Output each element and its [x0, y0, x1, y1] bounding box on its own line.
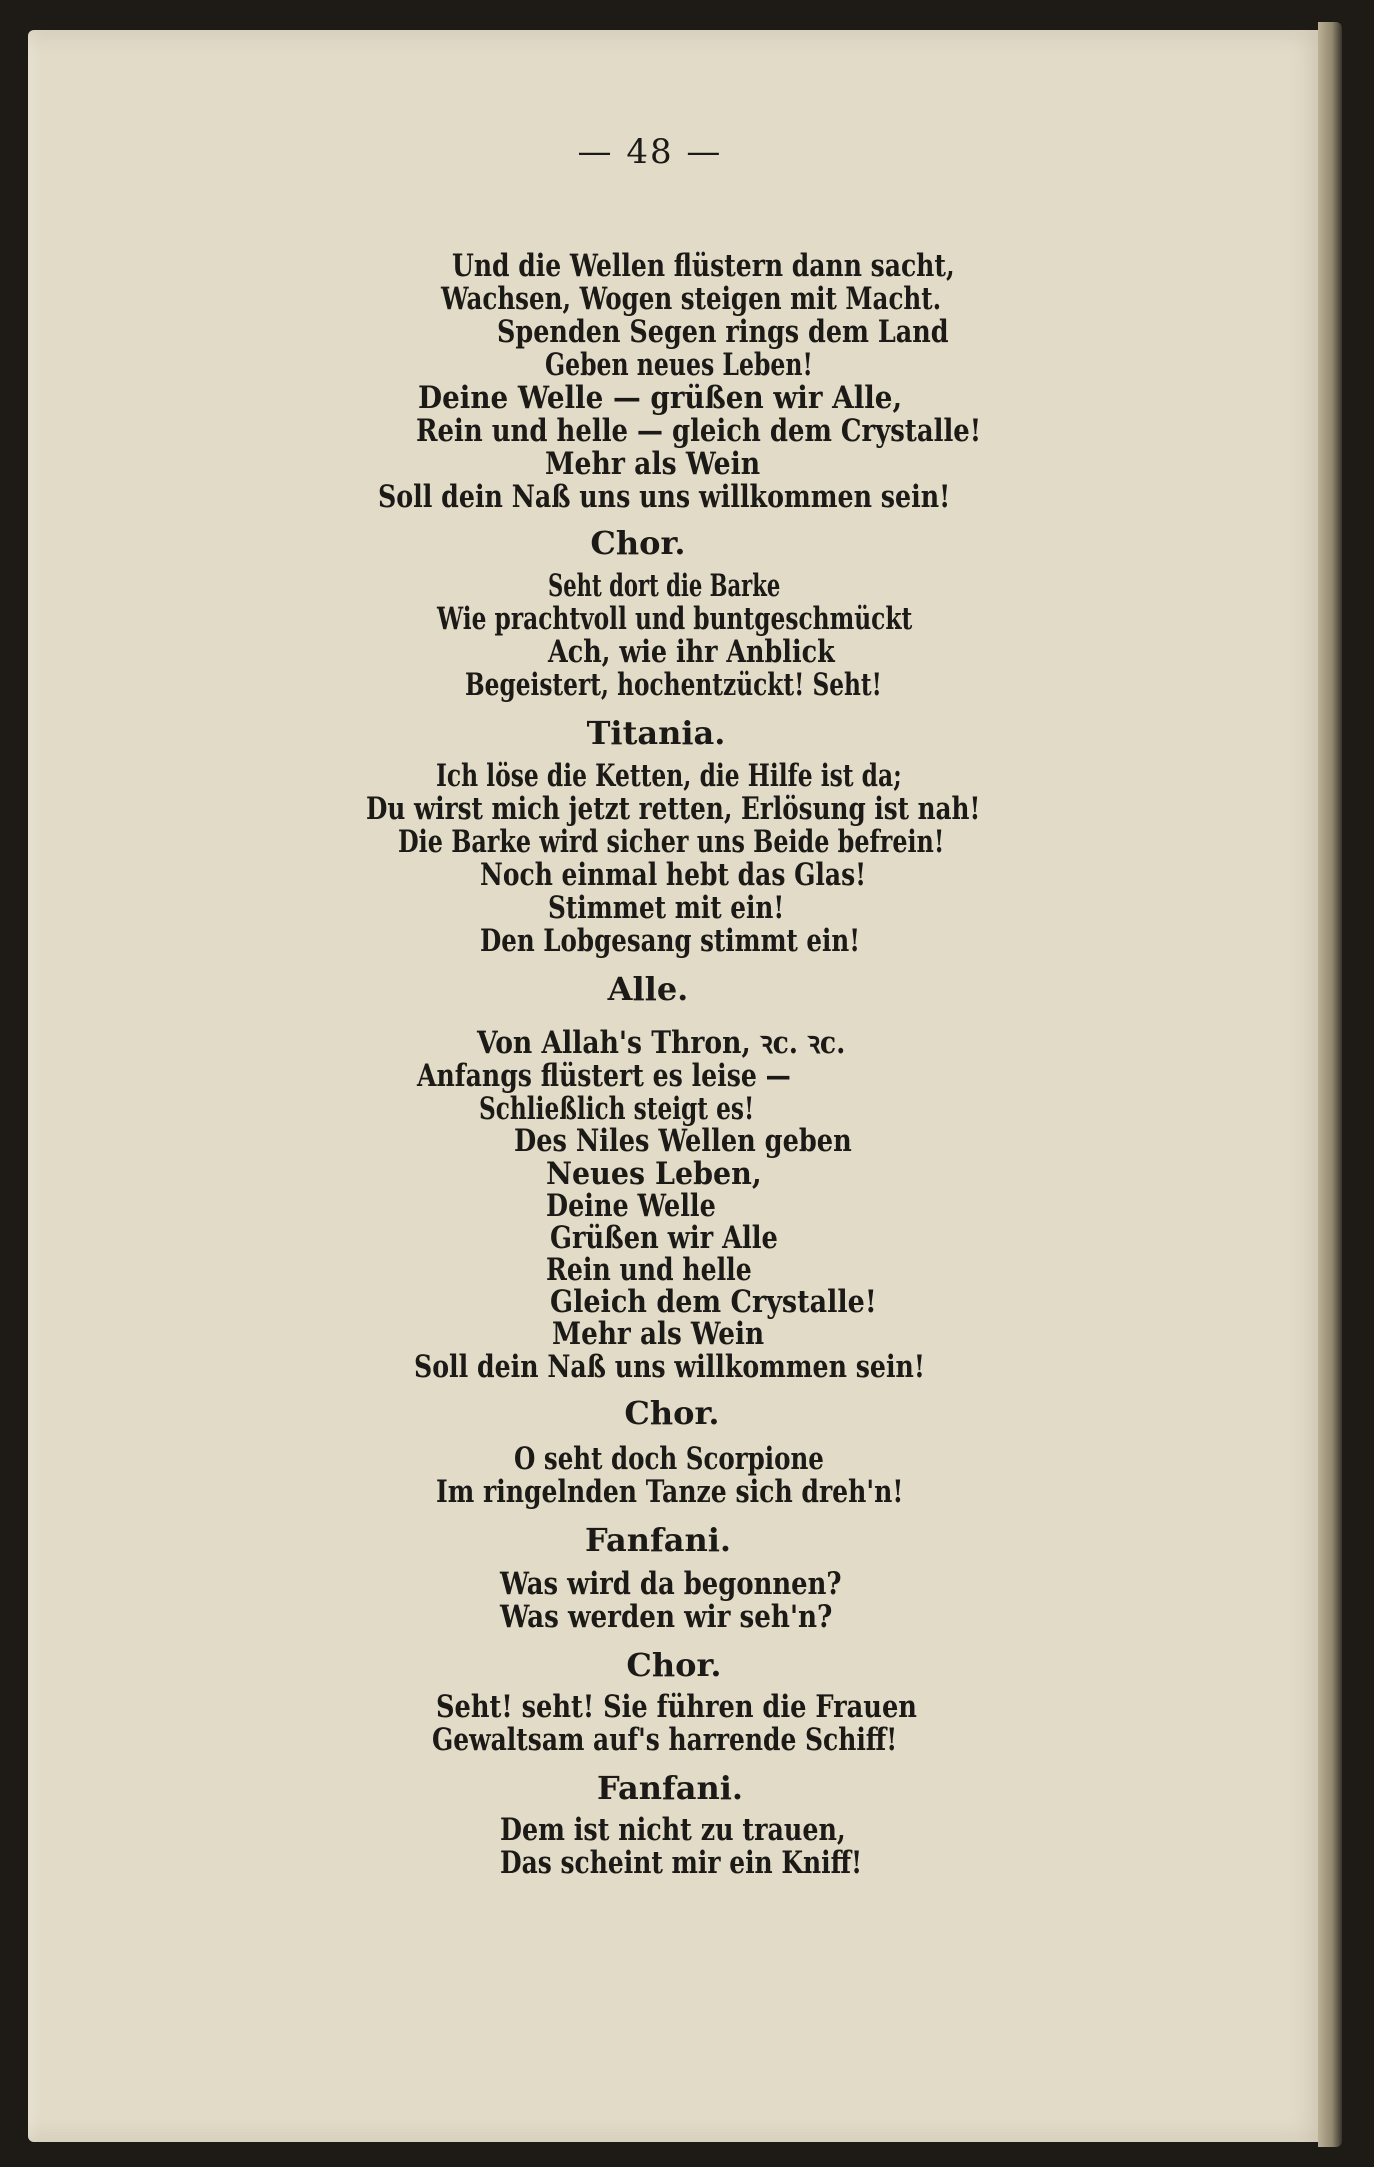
- verse-line: Was werden wir seh'n?: [500, 1599, 833, 1635]
- verse-line: Begeistert, hochentzückt! Seht!: [465, 667, 882, 703]
- verse-line: Mehr als Wein: [545, 446, 761, 482]
- verse-line: Du wirst mich jetzt retten, Erlösung ist nah!: [366, 791, 981, 827]
- verse-line: Was wird da begonnen?: [500, 1566, 842, 1602]
- verse-line: Von Allah's Thron, ꝛc. ꝛc.: [477, 1025, 846, 1061]
- verse-line: Noch einmal hebt das Glas!: [480, 857, 867, 893]
- speaker-heading: Alle.: [607, 970, 689, 1008]
- verse-line: Stimmet mit ein!: [548, 890, 785, 926]
- verse-line: Ach, wie ihr Anblick: [548, 634, 835, 670]
- verse-line: Mehr als Wein: [552, 1316, 765, 1352]
- verse-line: O seht doch Scorpione: [514, 1441, 824, 1477]
- verse-line: Grüßen wir Alle: [550, 1220, 778, 1256]
- verse-line: Deine Welle: [546, 1188, 716, 1224]
- verse-line: Seht! seht! Sie führen die Frauen: [436, 1689, 917, 1725]
- verse-line: Soll dein Naß uns uns willkommen sein!: [378, 479, 951, 515]
- speaker-heading: Titania.: [586, 714, 726, 752]
- verse-line: Gewaltsam auf's harrende Schiff!: [432, 1722, 898, 1758]
- verse-line: Soll dein Naß uns willkommen sein!: [414, 1349, 925, 1385]
- verse-line: Rein und helle — gleich dem Crystalle!: [416, 413, 982, 449]
- verse-line: Rein und helle: [546, 1252, 752, 1288]
- verse-line: Im ringelnden Tanze sich dreh'n!: [436, 1474, 904, 1510]
- verse-line: Dem ist nicht zu trauen,: [500, 1812, 846, 1848]
- verse-line: Neues Leben,: [546, 1156, 762, 1192]
- verse-line: Schließlich steigt es!: [479, 1091, 755, 1127]
- speaker-heading: Chor.: [624, 1394, 720, 1432]
- verse-line: Des Niles Wellen geben: [514, 1123, 852, 1159]
- verse-line: Und die Wellen flüstern dann sacht,: [452, 248, 955, 284]
- verse-line: Wie prachtvoll und buntgeschmückt: [437, 601, 913, 637]
- verse-line: Den Lobgesang stimmt ein!: [480, 923, 860, 959]
- verse-line: Wachsen, Wogen steigen mit Macht.: [441, 281, 942, 317]
- verse-line: Anfangs flüstert es leise —: [417, 1058, 791, 1094]
- verse-line: Das scheint mir ein Kniff!: [500, 1845, 863, 1881]
- verse-line: Seht dort die Barke: [548, 568, 781, 604]
- page-edge: [1318, 22, 1342, 2147]
- verse-line: Gleich dem Crystalle!: [550, 1284, 877, 1320]
- verse-line: Spenden Segen rings dem Land: [497, 314, 949, 350]
- page-number: — 48 —: [577, 132, 723, 172]
- verse-line: Ich löse die Ketten, die Hilfe ist da;: [436, 758, 902, 794]
- verse-line: Deine Welle — grüßen wir Alle,: [418, 380, 903, 416]
- verse-line: Geben neues Leben!: [545, 347, 813, 383]
- verse-line: Die Barke wird sicher uns Beide befrein!: [398, 824, 945, 860]
- speaker-heading: Chor.: [590, 524, 686, 562]
- speaker-heading: Chor.: [626, 1646, 722, 1684]
- speaker-heading: Fanfani.: [584, 1521, 732, 1559]
- speaker-heading: Fanfani.: [596, 1769, 744, 1807]
